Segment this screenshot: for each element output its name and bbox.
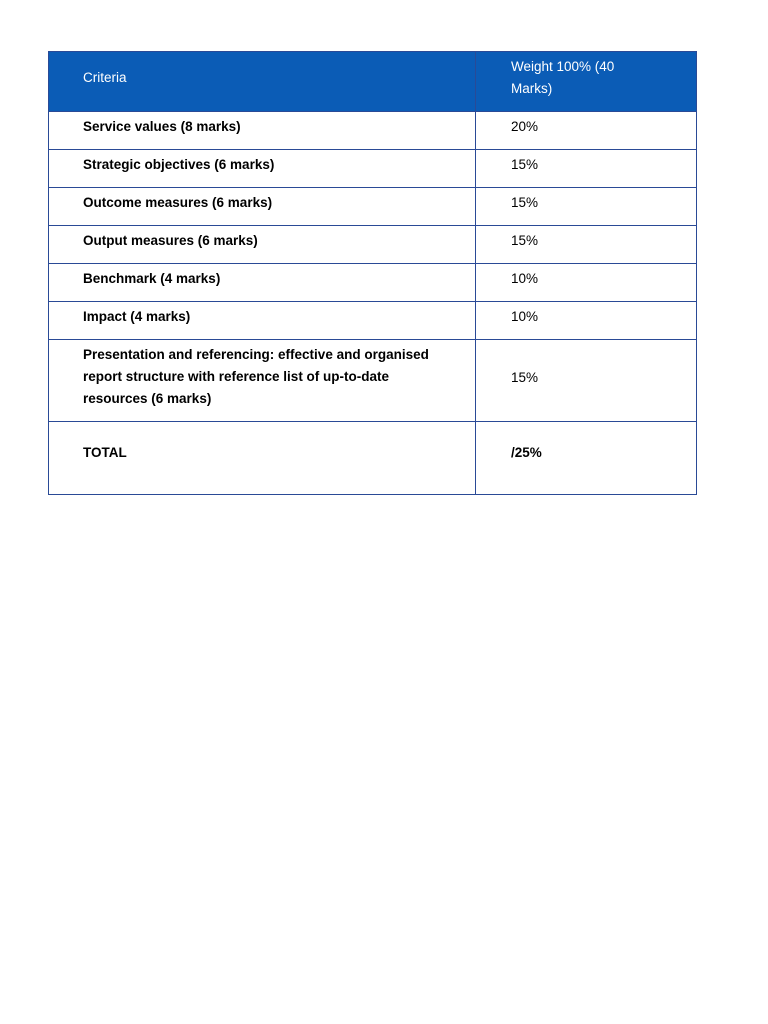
table-row — [49, 188, 697, 226]
table-row — [49, 264, 697, 302]
table-row — [49, 150, 697, 188]
table-row — [49, 112, 697, 150]
marking-criteria-table — [48, 51, 697, 495]
table-row — [49, 226, 697, 264]
weight-cell: 15% — [476, 188, 697, 226]
weight-column-header: Weight 100% (40 Marks) — [476, 52, 697, 112]
total-label: TOTAL — [49, 422, 476, 495]
weight-cell: 10% — [476, 302, 697, 340]
table-row — [49, 340, 697, 422]
weight-cell: 15% — [476, 340, 697, 422]
weight-cell: 15% — [476, 150, 697, 188]
total-value: /25% — [476, 422, 697, 495]
criteria-cell: Impact (4 marks) — [49, 302, 476, 340]
criteria-column-header: Criteria — [49, 52, 476, 112]
criteria-cell: Output measures (6 marks) — [49, 226, 476, 264]
criteria-cell: Outcome measures (6 marks) — [49, 188, 476, 226]
total-row — [49, 422, 697, 495]
table-header-row — [49, 52, 697, 112]
weight-cell: 10% — [476, 264, 697, 302]
criteria-cell: Benchmark (4 marks) — [49, 264, 476, 302]
criteria-cell: Presentation and referencing: effective and organised report structure with reference list of up-to-date resources (6 marks) — [49, 340, 476, 422]
weight-cell: 15% — [476, 226, 697, 264]
weight-cell: 20% — [476, 112, 697, 150]
criteria-cell: Service values (8 marks) — [49, 112, 476, 150]
criteria-cell: Strategic objectives (6 marks) — [49, 150, 476, 188]
table-row — [49, 302, 697, 340]
